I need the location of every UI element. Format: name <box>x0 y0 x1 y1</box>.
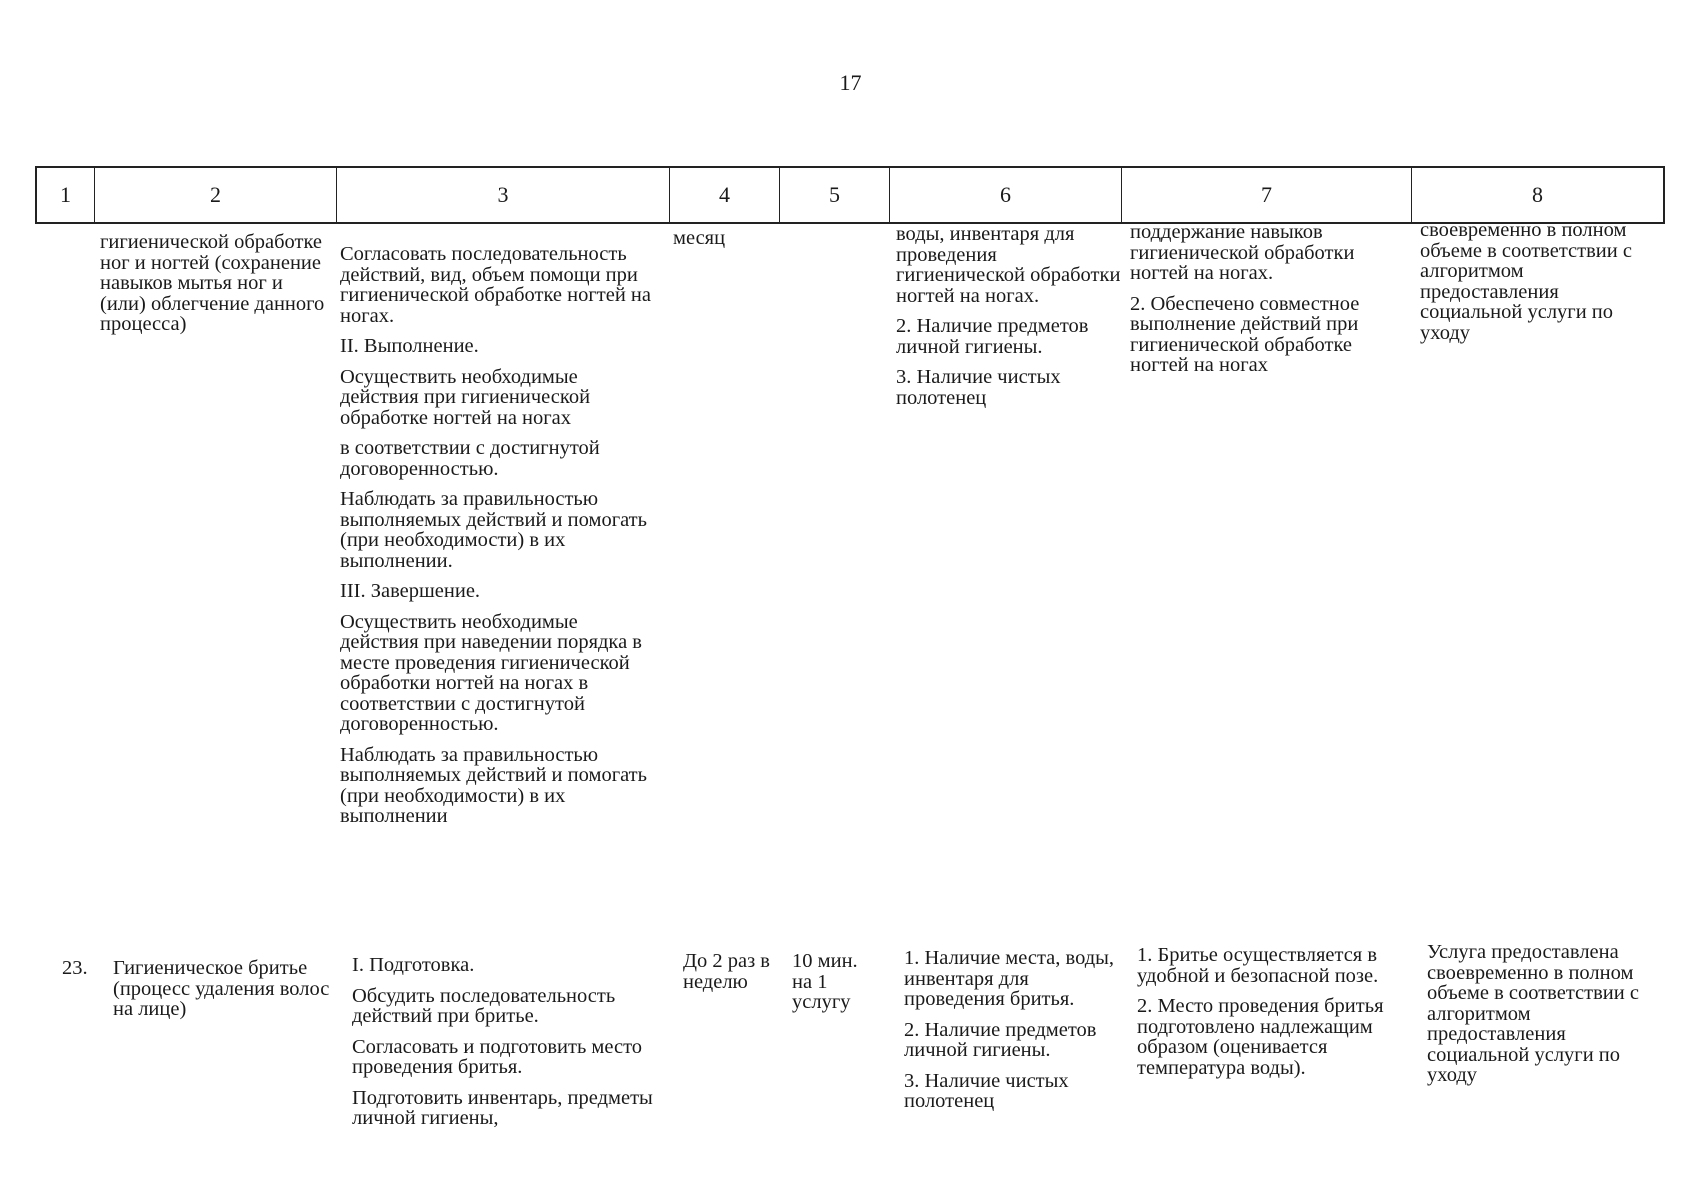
header-col-6: 6 <box>890 168 1122 222</box>
cont-col6-block <box>896 224 1124 418</box>
cont-col4-text: месяц <box>673 227 726 249</box>
row23-col6-p2: 2. Наличие предметов личной гигиены. <box>904 1018 1097 1061</box>
cont-col3-block <box>340 244 660 837</box>
row23-col3-block <box>352 955 677 1139</box>
row23-col3-p1: I. Подготовка. <box>352 954 475 976</box>
row23-col7-p2: 2. Место проведения бритья подготовлено надлежащим образом (оценивается температура воды). <box>1137 995 1384 1079</box>
header-col-7: 7 <box>1122 168 1412 222</box>
cont-col8-text: своевременно в полном объеме в соответствии с алгоритмом предоставления социальной услуги по уходу <box>1420 219 1632 344</box>
cont-col3-p2: II. Выполнение. <box>340 335 479 357</box>
header-col-5: 5 <box>780 168 890 222</box>
cont-col2-text: гигиенической обработке ног и ногтей (сохранение навыков мытья ног и (или) облегчение данного процесса) <box>100 231 325 335</box>
header-col-3: 3 <box>337 168 670 222</box>
header-col-4: 4 <box>670 168 780 222</box>
row-23-number: 23. <box>62 957 88 979</box>
cont-col3-p7: Осуществить необходимые действия при наведении порядка в месте проведения гигиенической обработки ногтей на ногах в соответствии с достигнутой договоренностью. <box>340 610 642 735</box>
cont-col3-p1: Согласовать последовательность действий, вид, объем помощи при гигиенической обработке ногтей на ногах. <box>340 243 652 327</box>
row23-col2-text: Гигиеническое бритье (процесс удаления волос на лице) <box>113 957 330 1020</box>
row23-col6-p3: 3. Наличие чистых полотенец <box>904 1069 1069 1112</box>
cont-col3-p4: в соответствии с достигнутой договоренностью. <box>340 437 600 480</box>
cont-col3-p3: Осуществить необходимые действия при гигиенической обработке ногтей на ногах <box>340 365 591 429</box>
cont-col6-p1: воды, инвентаря для проведения гигиенической обработки ногтей на ногах. <box>896 223 1121 307</box>
cont-col7-p1: поддержание навыков гигиенической обработки ногтей на ногах. <box>1130 221 1355 284</box>
row23-col7-p1: 1. Бритье осуществляется в удобной и безопасной позе. <box>1137 944 1379 987</box>
row23-col3-p4: Подготовить инвентарь, предметы личной гигиены, <box>352 1086 653 1129</box>
cont-col3-p6: III. Завершение. <box>340 580 481 602</box>
cont-col7-block <box>1130 222 1410 386</box>
row23-col3-p2: Обсудить последовательность действий при бритье. <box>352 984 616 1027</box>
table-header-row <box>35 166 1665 224</box>
header-col-1: 1 <box>37 168 95 222</box>
cont-col3-p5: Наблюдать за правильностью выполняемых действий и помогать (при необходимости) в их выполнении. <box>340 488 647 572</box>
row23-col6-p1: 1. Наличие места, воды, инвентаря для проведения бритья. <box>904 947 1115 1010</box>
row23-col4-text: До 2 раз в неделю <box>683 950 770 993</box>
row23-col7-block <box>1137 945 1417 1088</box>
row23-col6-block <box>904 948 1126 1122</box>
header-col-2: 2 <box>95 168 337 222</box>
cont-col3-p8: Наблюдать за правильностью выполняемых действий и помогать (при необходимости) в их выполнении <box>340 743 647 827</box>
row23-col8-text: Услуга предоставлена своевременно в полном объеме в соответствии с алгоритмом предоставления социальной услуги по уходу <box>1427 941 1639 1086</box>
cont-col6-p2: 2. Наличие предметов личной гигиены. <box>896 315 1089 358</box>
row23-col5-text: 10 мин. на 1 услугу <box>792 950 858 1013</box>
cont-col7-p2: 2. Обеспечено совместное выполнение действий при гигиенической обработке ногтей на ногах <box>1130 292 1360 376</box>
header-col-8: 8 <box>1532 182 1543 207</box>
cont-col6-p3: 3. Наличие чистых полотенец <box>896 366 1061 409</box>
row23-col3-p3: Согласовать и подготовить место проведения бритья. <box>352 1035 643 1078</box>
page-number: 17 <box>839 70 862 95</box>
